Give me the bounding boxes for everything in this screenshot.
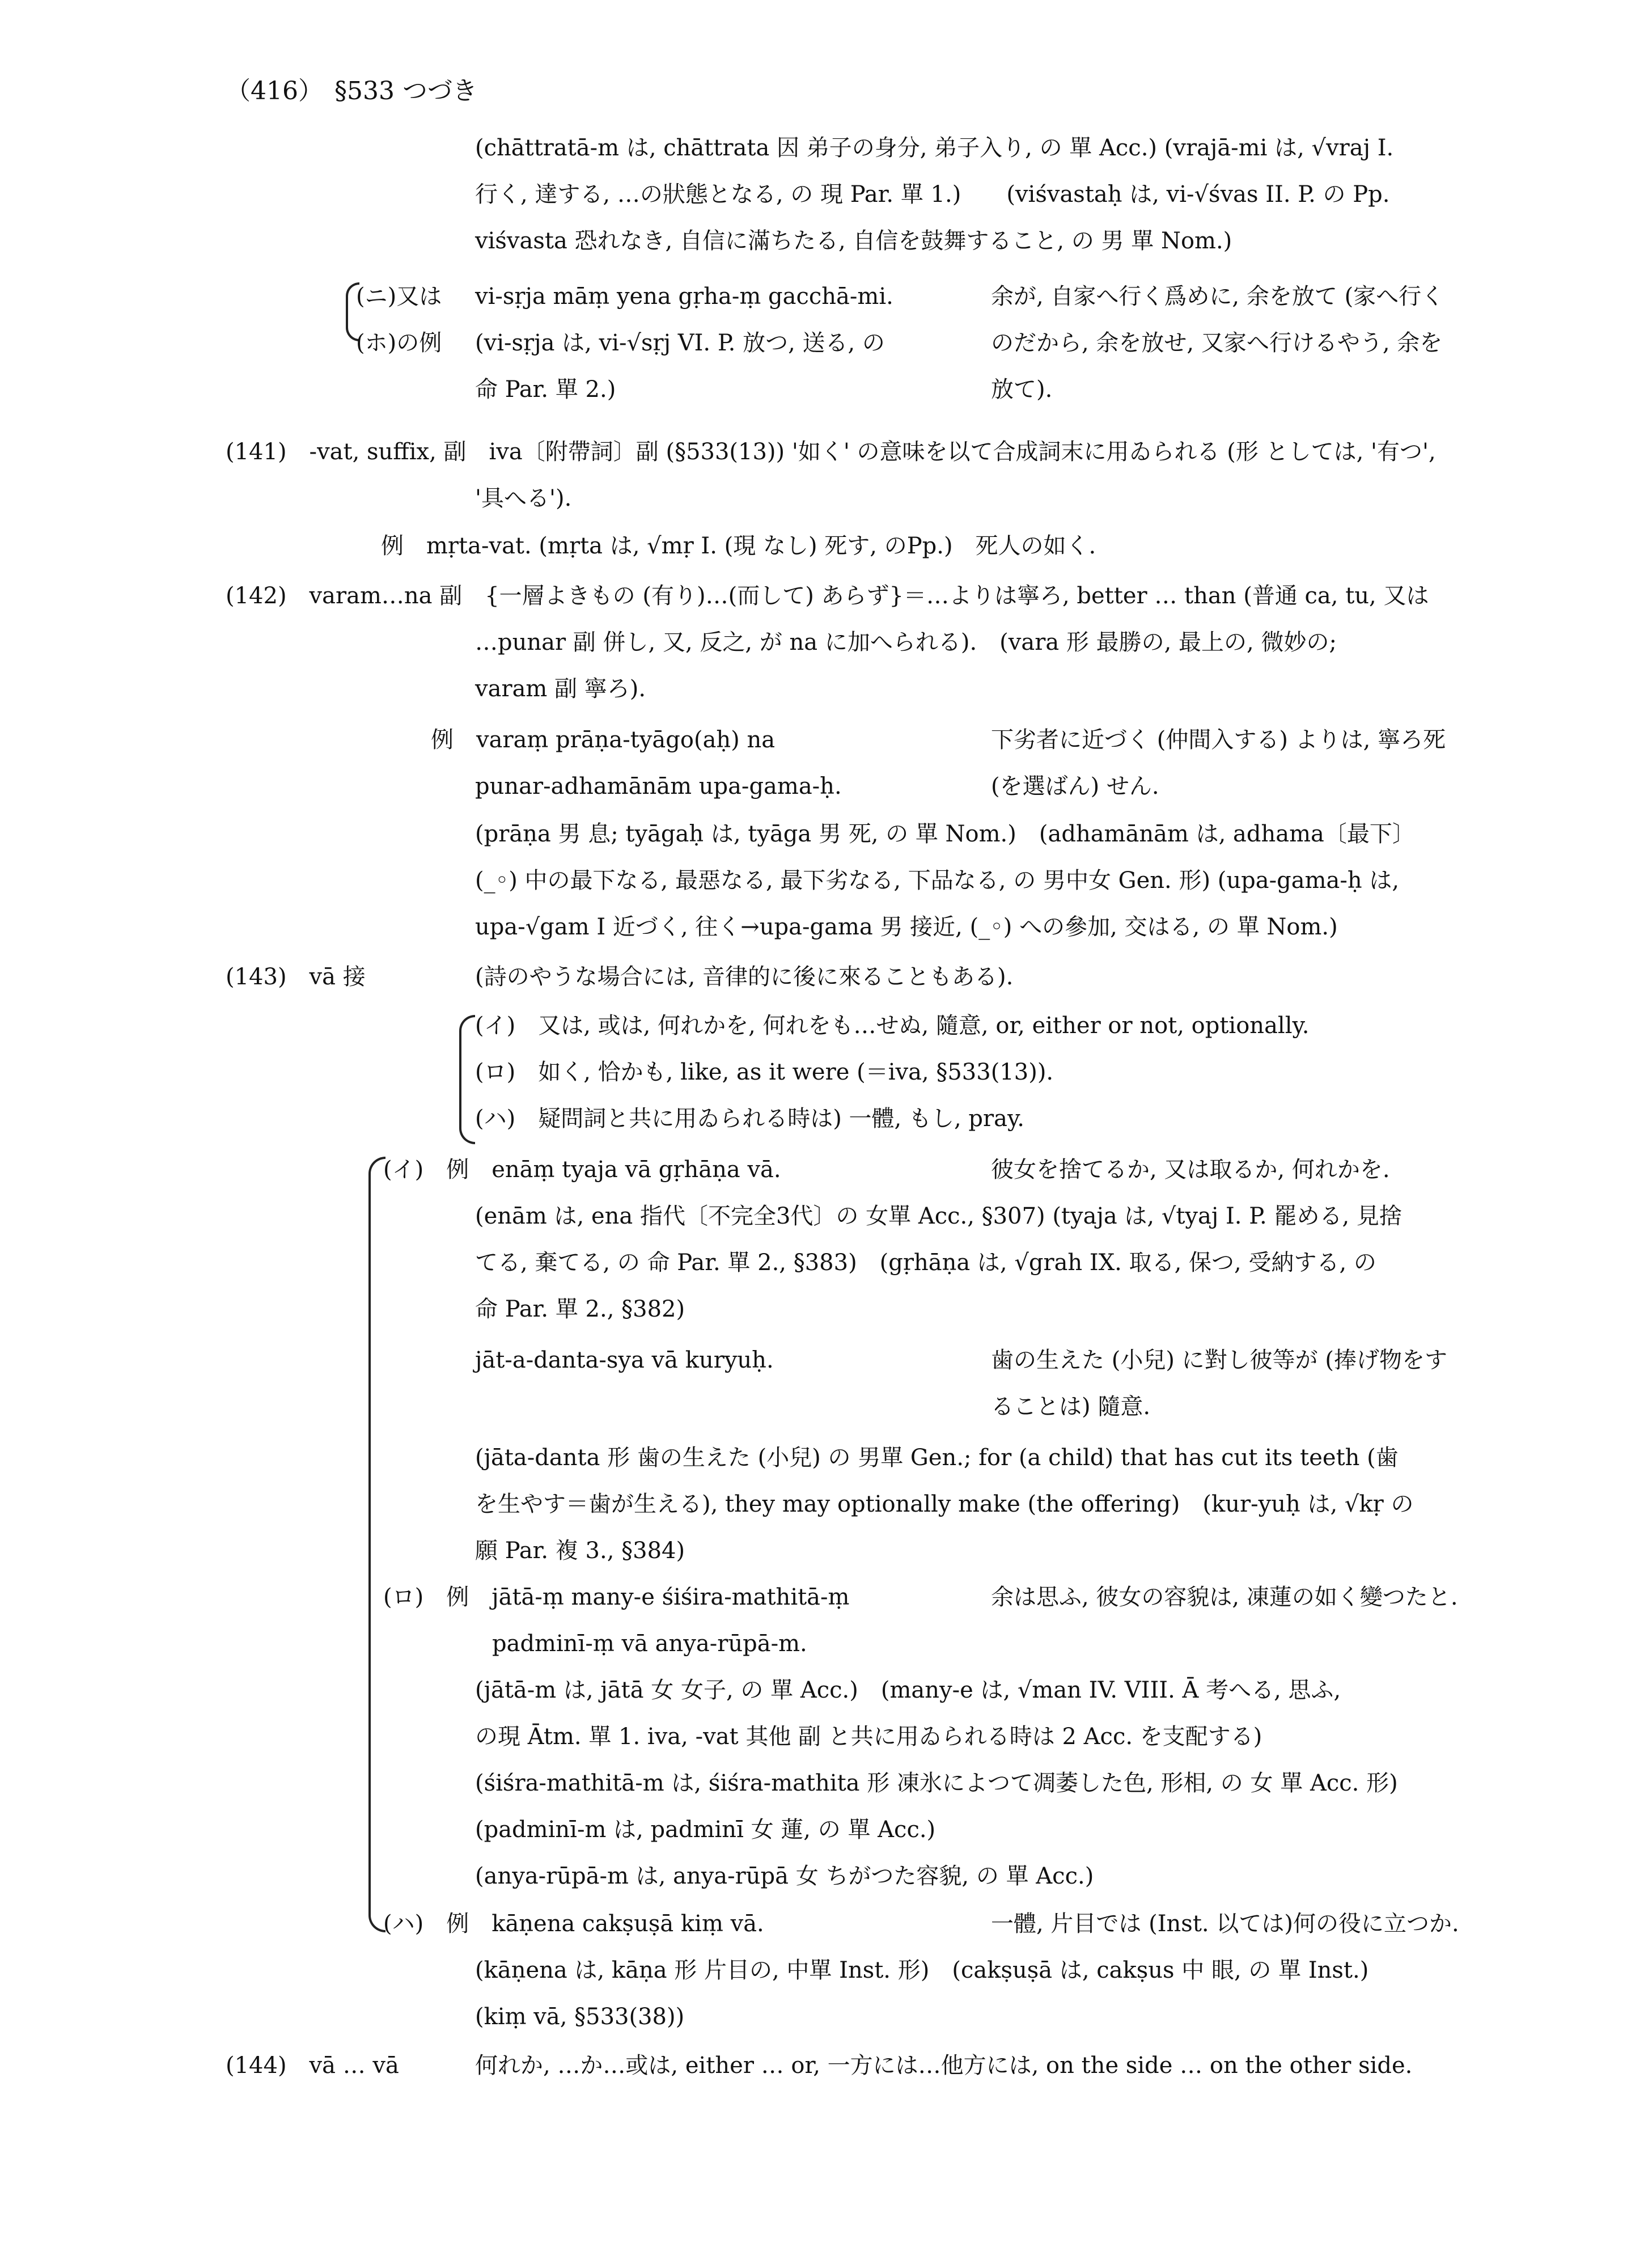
example-line: (ロ) 例 jātā-ṃ many-e śiśira-mathitā-ṃ	[383, 1584, 850, 1610]
entry-143: (143) vā 接	[226, 964, 366, 990]
text-line: viśvasta 恐れなき, 自信に滿ちたる, 自信を鼓舞すること, の 男 單 Nom.)	[475, 228, 1232, 254]
sense-line: (ロ) 如く, 恰かも, like, as it were (＝iva, §533(13)).	[475, 1059, 1054, 1085]
running-header: §533 つづき	[334, 77, 477, 105]
text-line: 何れか, …か…或は, either … or, 一方には…他方には, on the side … on the other side.	[475, 2053, 1413, 2079]
text-line: (śiśra-mathitā-m は, śiśra-mathita 形 凍氷によつて凋萎した色, 形相, の 女 單 Acc. 形)	[475, 1770, 1398, 1796]
example-line: 例 mṛta-vat. (mṛta は, √mṛ I. (現 なし) 死す, のPp.) 死人の如く.	[381, 533, 1096, 559]
text-line: 命 Par. 單 2.)	[475, 376, 616, 403]
entry-142: (142) varam…na 副 {一層よきもの (有り)…(而して) あらず}＝…よりは寧ろ, better … than (普通 ca, tu, 又は	[226, 583, 1429, 609]
text-line: (_◦) 中の最下なる, 最惡なる, 最下劣なる, 下品なる, の 男中女 Gen. 形) (upa-gama-ḥ は,	[475, 868, 1400, 894]
text-line: (ホ)の例	[356, 330, 442, 356]
text-line: (jātā-m は, jātā 女 女子, の 單 Acc.) (many-e は, √man IV. VIII. Ā 考へる, 思ふ,	[475, 1677, 1341, 1703]
text-line: (padminī-m は, padminī 女 蓮, の 單 Acc.)	[475, 1817, 936, 1843]
translation-line: 余が, 自家へ行く爲めに, 余を放て (家へ行く	[991, 284, 1444, 310]
example-line: punar-adhamānām upa-gama-ḥ.	[475, 773, 842, 799]
text-line: varam 副 寧ろ).	[475, 676, 646, 702]
translation-line: ることは) 隨意.	[991, 1394, 1151, 1420]
entry-144: (144) vā … vā	[226, 2053, 399, 2079]
text-line: の現 Ātm. 單 1. iva, -vat 其他 副 と共に用ゐられる時は 2 Acc. を支配する)	[475, 1724, 1262, 1750]
text-line: を生やす＝歯が生える), they may optionally make (the offering) (kur-yuḥ は, √kṛ の	[475, 1491, 1414, 1517]
example-line: padminī-ṃ vā anya-rūpā-m.	[492, 1631, 807, 1657]
translation-line: 放て).	[991, 376, 1053, 403]
example-line: (ハ) 例 kāṇena cakṣuṣā kiṃ vā.	[383, 1911, 764, 1937]
translation-line: 彼女を捨てるか, 又は取るか, 何れかを.	[991, 1157, 1390, 1183]
text-line: (kiṃ vā, §533(38))	[475, 2004, 685, 2030]
translation-line: 歯の生えた (小兒) に對し彼等が (捧げ物をす	[991, 1347, 1447, 1373]
translation-line: 下劣者に近づく (仲間入する) よりは, 寧ろ死	[991, 727, 1446, 753]
example-line: jāt-a-danta-sya vā kuryuḥ.	[475, 1347, 774, 1373]
bracket	[368, 1157, 385, 1932]
translation-line: 一體, 片目では (Inst. 以ては)何の役に立つか.	[991, 1911, 1459, 1937]
sense-line: (イ) 又は, 或は, 何れかを, 何れをも…せぬ, 隨意, or, either or not, optionally.	[475, 1013, 1310, 1039]
text-line: 命 Par. 單 2., §382)	[475, 1296, 685, 1322]
text-line: (prāṇa 男 息; tyāgaḥ は, tyāga 男 死, の 單 Nom.) (adhamānām は, adhama〔最下〕	[475, 821, 1415, 847]
text-line: てる, 棄てる, の 命 Par. 單 2., §383) (gṛhāṇa は, √grah IX. 取る, 保つ, 受納する, の	[475, 1250, 1376, 1276]
translation-line: のだから, 余を放せ, 又家へ行けるやう, 余を	[991, 330, 1443, 356]
text-line: (vi-sṛja は, vi-√sṛj VI. P. 放つ, 送る, の	[475, 330, 885, 356]
text-line: (kāṇena は, kāṇa 形 片目の, 中單 Inst. 形) (cakṣuṣā は, cakṣus 中 眼, の 單 Inst.)	[475, 1957, 1369, 1983]
text-line: (jāta-danta 形 歯の生えた (小兒) の 男單 Gen.; for (a child) that has cut its teeth (歯	[475, 1445, 1399, 1471]
example-line: 例 varaṃ prāṇa-tyāgo(aḥ) na	[431, 727, 776, 753]
bracket	[459, 1015, 475, 1144]
text-line: '具へる').	[475, 485, 572, 511]
text-line: …punar 副 併し, 又, 反之, が na に加へられる). (vara 形 最勝の, 最上の, 微妙の;	[475, 629, 1337, 655]
example-line: vi-sṛja māṃ yena gṛha-ṃ gacchā-mi.	[475, 284, 893, 310]
text-line: (chāttratā-m は, chāttrata 因 弟子の身分, 弟子入り, の 單 Acc.) (vrajā-mi は, √vraj I.	[475, 135, 1394, 161]
translation-line: 余は思ふ, 彼女の容貌は, 凍蓮の如く變つたと.	[991, 1584, 1458, 1610]
text-line: 願 Par. 複 3., §384)	[475, 1538, 685, 1564]
text-line: 行く, 達する, …の狀態となる, の 現 Par. 單 1.) (viśvastaḥ は, vi-√śvas II. P. の Pp.	[475, 181, 1390, 208]
entry-141: (141) -vat, suffix, 副 iva〔附帶詞〕副 (§533(13)) '如く' の意味を以て合成詞末に用ゐられる (形 としては, '有つ',	[226, 439, 1436, 465]
text-line: upa-√gam I 近づく, 往く→upa-gama 男 接近, (_◦) への參加, 交はる, の 單 Nom.)	[475, 914, 1338, 940]
text-line: (ニ)又は	[356, 284, 442, 310]
page-number: （416）	[226, 77, 323, 105]
example-line: (イ) 例 enāṃ tyaja vā gṛhāṇa vā.	[383, 1157, 781, 1183]
translation-line: (を選ばん) せん.	[991, 773, 1159, 799]
text-line: (enām は, ena 指代〔不完全3代〕の 女單 Acc., §307) (tyaja は, √tyaj I. P. 罷める, 見捨	[475, 1203, 1402, 1229]
text-line: (詩のやうな場合には, 音律的に後に來ることもある).	[475, 964, 1014, 990]
sense-line: (ハ) 疑問詞と共に用ゐられる時は) 一體, もし, pray.	[475, 1106, 1024, 1132]
text-line: (anya-rūpā-m は, anya-rūpā 女 ちがつた容貌, の 單 Acc.)	[475, 1863, 1094, 1889]
